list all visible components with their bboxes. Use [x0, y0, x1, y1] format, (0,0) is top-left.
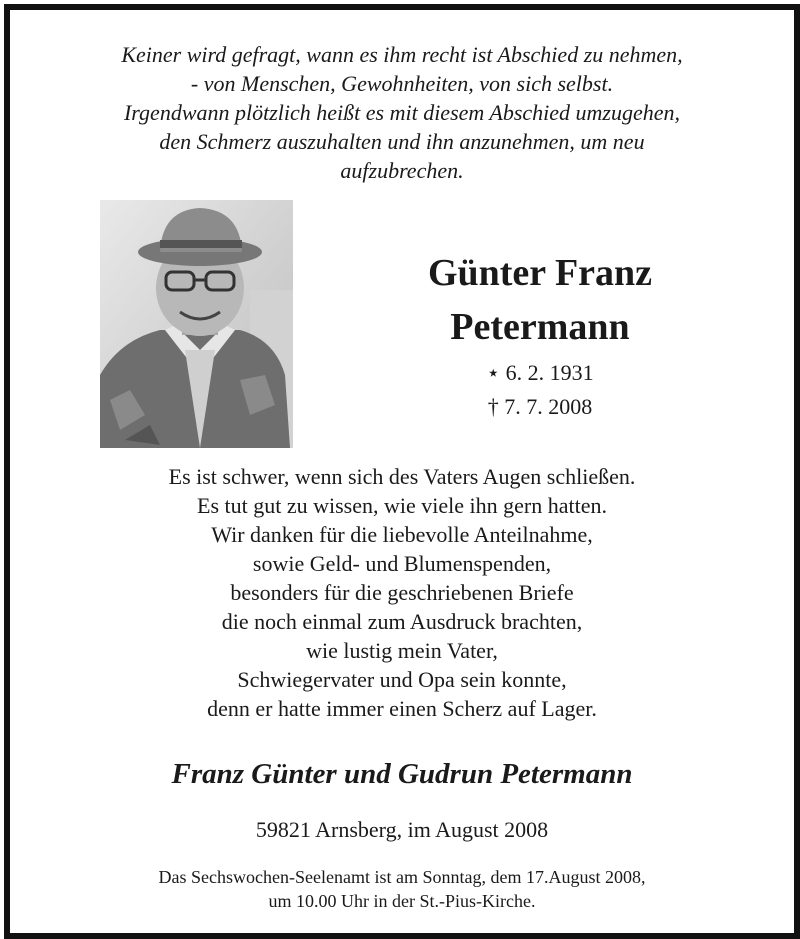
- message-line: die noch einmal zum Ausdruck brachten,: [221, 609, 583, 634]
- deceased-name: [340, 246, 740, 354]
- birth-date: ⋆ 6. 2. 1931: [486, 360, 594, 385]
- death-date: † 7. 7. 2008: [487, 394, 593, 419]
- thanks-message: [20, 462, 784, 723]
- message-line: Es ist schwer, wenn sich des Vaters Augen schließen.: [168, 464, 636, 489]
- message-line: Es tut gut zu wissen, wie viele ihn gern hatten.: [197, 493, 607, 518]
- message-line: Schwiegervater und Opa sein konnte,: [237, 667, 567, 692]
- obituary-frame: [4, 4, 800, 939]
- motto-line: Keiner wird gefragt, wann es ihm recht ist Abschied zu nehmen,: [121, 42, 683, 67]
- message-line: wie lustig mein Vater,: [306, 638, 498, 663]
- motto-verse: [20, 40, 784, 185]
- message-line: sowie Geld- und Blumenspenden,: [252, 551, 552, 576]
- deceased-name-line: Günter Franz: [427, 252, 653, 294]
- message-line: denn er hatte immer einen Scherz auf Lager.: [207, 696, 597, 721]
- notice-line: um 10.00 Uhr in der St.-Pius-Kirche.: [268, 891, 536, 911]
- motto-line: aufzubrechen.: [340, 158, 464, 183]
- family-signature: Franz Günter und Gudrun Petermann: [171, 758, 633, 790]
- memorial-service-notice: [20, 865, 784, 913]
- portrait-photo: [100, 200, 293, 448]
- deceased-name-line: Petermann: [450, 306, 630, 348]
- motto-line: - von Menschen, Gewohnheiten, von sich selbst.: [190, 71, 614, 96]
- portrait-illustration: [100, 200, 293, 448]
- message-line: besonders für die geschriebenen Briefe: [230, 580, 574, 605]
- place-and-date: 59821 Arnsberg, im August 2008: [255, 817, 549, 842]
- motto-line: Irgendwann plötzlich heißt es mit diesem Abschied umzugehen,: [123, 100, 681, 125]
- notice-line: Das Sechswochen-Seelenamt ist am Sonntag, dem 17.August 2008,: [158, 867, 646, 887]
- motto-line: den Schmerz auszuhalten und ihn anzunehmen, um neu: [159, 129, 645, 154]
- life-dates: [430, 356, 650, 424]
- message-line: Wir danken für die liebevolle Anteilnahme,: [211, 522, 593, 547]
